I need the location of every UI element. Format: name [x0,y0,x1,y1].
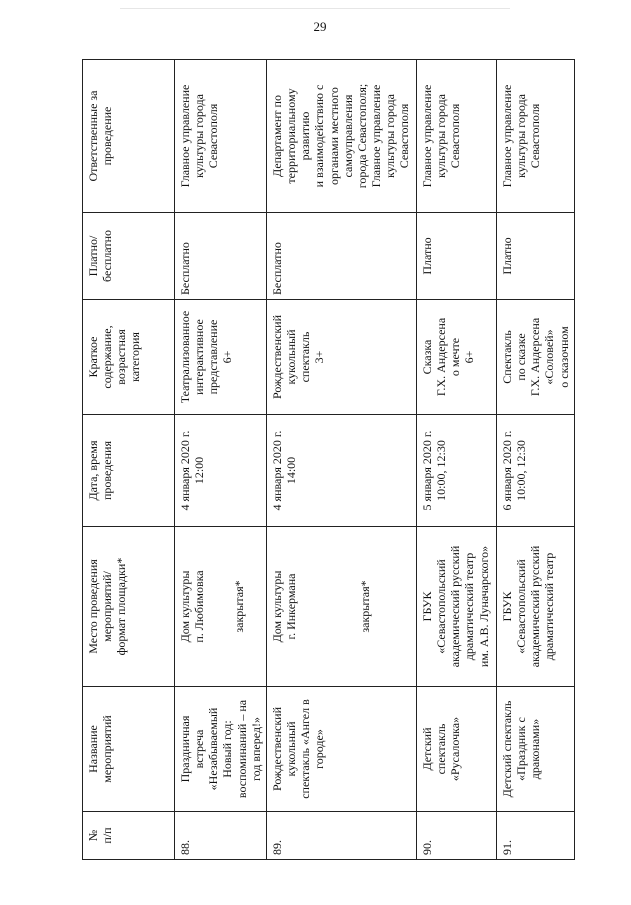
row-place-cell [175,527,267,687]
rotated-table-container [82,60,571,860]
row-responsible: Департамент по территориальному развитию и взаимодействию с органами местного самоуправления города Севастополя; Главное управление культуры города Севастополя [266,60,416,213]
row-summary: Рождественский кукольный спектакль 3+ [266,300,416,415]
row-place-cell [266,527,416,687]
row-responsible: Главное управление культуры города Севастополя [496,60,574,213]
table-row [416,60,496,860]
row-place: Дом культуры п. Любимовка [178,570,207,643]
row-date: 4 января 2020 г. 12:00 [175,415,267,527]
header-responsible: Ответственные за проведение [83,60,175,213]
row-format: закрытая* [358,580,373,633]
row-place: Дом культуры г. Инкермана [269,570,299,643]
header-name: Название мероприятий [83,687,175,812]
row-summary: Театрализованное интерактивное представление 6+ [175,300,267,415]
row-num: 88. [175,812,267,860]
header-paid: Платно/ бесплатно [83,213,175,300]
table-row [496,60,574,860]
row-responsible: Главное управление культуры города Севастополя [416,60,496,213]
header-num: № п/п [83,812,175,860]
row-paid: Платно [416,213,496,300]
table-header-row [83,60,175,860]
row-summary: Сказка Г.Х. Андерсена о мечте 6+ [416,300,496,415]
page-number: 29 [313,19,327,34]
row-summary: Спектакль по сказке Г.Х. Андерсена «Соловей» о сказочном [496,300,574,415]
events-table [82,59,575,860]
row-responsible: Главное управление культуры города Севастополя [175,60,267,213]
row-name: Рождественский кукольный спектакль «Ангел в городе» [266,687,416,812]
row-num: 91. [496,812,574,860]
row-place: ГБУК «Севастопольский академический русский драматический театр им. А.В. Луначарского» [416,527,496,687]
row-paid: Бесплатно [266,213,416,300]
header-date: Дата, время проведения [83,415,175,527]
row-date: 5 января 2020 г. 10:00, 12:30 [416,415,496,527]
header-place: Место проведения мероприятий/ формат площадки* [83,527,175,687]
row-name: Детский спектакль «Русалочка» [416,687,496,812]
row-date: 6 января 2020 г. 10:00, 12:30 [496,415,574,527]
scan-artifact-line [120,8,510,9]
header-summary: Краткое содержание, возрастная категория [83,300,175,415]
row-date: 4 января 2020 г. 14:00 [266,415,416,527]
row-num: 90. [416,812,496,860]
table-row [266,60,416,860]
row-name: Праздничная встреча «Незабываемый Новый год: воспоминаний – на год вперед!» [175,687,267,812]
row-paid: Бесплатно [175,213,267,300]
row-format: закрытая* [232,580,247,633]
row-paid: Платно [496,213,574,300]
table-row [175,60,267,860]
row-place: ГБУК «Севастопольский академический русский драматический театр [496,527,574,687]
row-num: 89. [266,812,416,860]
row-name: Детский спектакль «Праздник с драконами» [496,687,574,812]
